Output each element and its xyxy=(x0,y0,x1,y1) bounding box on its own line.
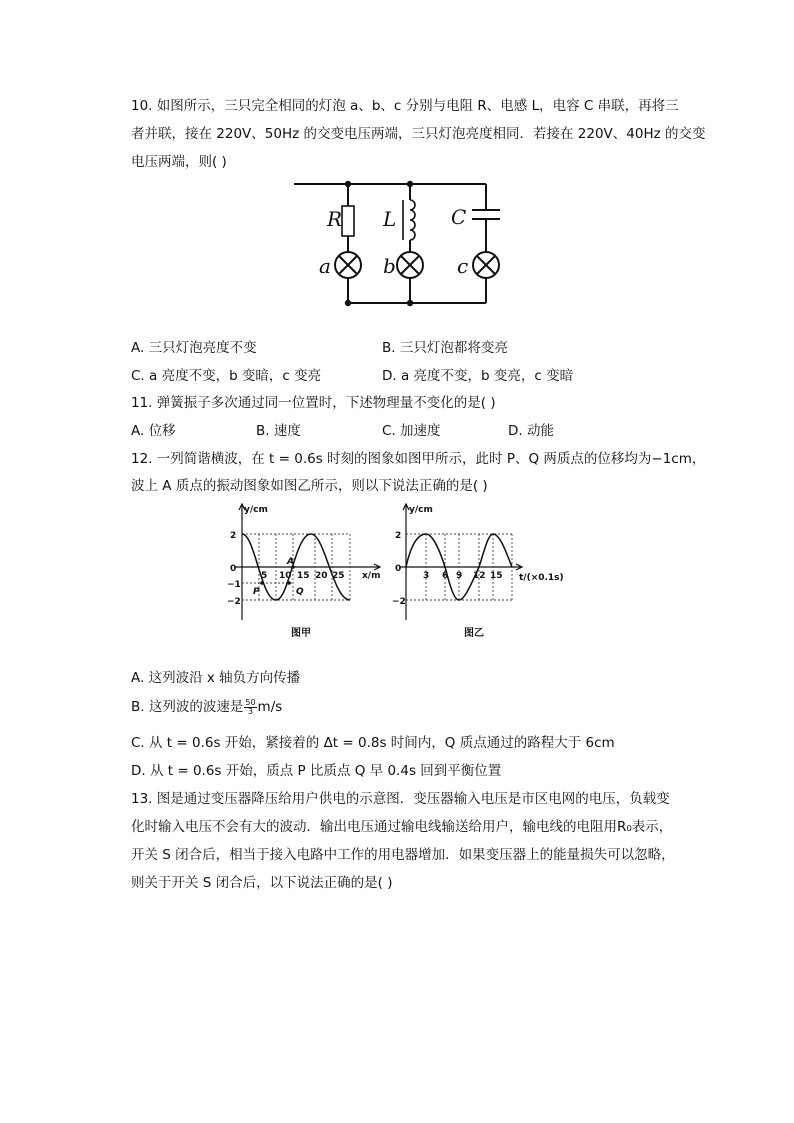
q12-option-d[interactable]: D. 从 t = 0.6s 开始，质点 P 比质点 Q 早 0.4s 回到平衡位置 xyxy=(131,763,502,779)
q13-stem-line-2: 化时输入电压不会有大的波动．输出电压通过输电线输送给用户，输电线的电阻用R₀表示， xyxy=(131,819,673,835)
q12-option-b-unit: m/s xyxy=(257,699,283,715)
left-ytick-neg2: −2 xyxy=(227,597,241,607)
q12-stem-line-2: 波上 A 质点的振动图象如图乙所示，则以下说法正确的是( ) xyxy=(131,478,488,494)
right-xtick-3: 3 xyxy=(423,571,430,581)
label-R: R xyxy=(327,207,343,231)
right-xtick-6: 6 xyxy=(442,571,449,581)
q10-option-d[interactable]: D. a 亮度不变，b 变亮，c 变暗 xyxy=(382,368,574,384)
q12-option-b-text: B. 这列波的波速是 xyxy=(131,699,244,715)
q13-stem-line-4: 则关于开关 S 闭合后，以下说法正确的是( ) xyxy=(131,875,393,891)
left-ylabel: y/cm xyxy=(244,505,268,515)
left-xtick-10: 10 xyxy=(279,571,292,581)
q10-stem-line-2: 者并联，接在 220V、50Hz 的交变电压两端，三只灯泡亮度相同．若接在 220V、40Hz 的交变 xyxy=(131,126,706,142)
q12-vibration-graph-right xyxy=(392,500,567,650)
label-C: C xyxy=(451,205,467,229)
q10-option-b[interactable]: B. 三只灯泡都将变亮 xyxy=(382,340,508,356)
left-xtick-25: 25 xyxy=(332,571,345,581)
left-ytick-0: 0 xyxy=(230,564,237,574)
left-ytick-neg1: −1 xyxy=(227,580,241,590)
q11-option-a[interactable]: A. 位移 xyxy=(131,423,176,439)
label-a: a xyxy=(319,254,331,278)
q11-option-b[interactable]: B. 速度 xyxy=(256,423,301,439)
right-xtick-15: 15 xyxy=(490,571,503,581)
left-caption: 图甲 xyxy=(291,628,311,639)
q11-option-d[interactable]: D. 动能 xyxy=(508,423,554,439)
label-c: c xyxy=(457,254,469,278)
right-ytick-neg2: −2 xyxy=(392,597,406,607)
left-xtick-20: 20 xyxy=(315,571,328,581)
q10-circuit-junctions xyxy=(290,178,490,308)
q10-stem-line-1: 10. 如图所示，三只完全相同的灯泡 a、b、c 分别与电阻 R、电感 L，电容 C 串联，再将三 xyxy=(131,98,679,114)
point-Q: Q xyxy=(296,587,304,597)
left-xlabel: x/m xyxy=(362,571,381,581)
right-ytick-2: 2 xyxy=(395,531,402,541)
q12-wave-graph-left xyxy=(225,500,385,650)
q13-stem-line-3: 开关 S 闭合后，相当于接入电路中工作的用电器增加．如果变压器上的能量损失可以忽略， xyxy=(131,847,675,863)
q13-stem-line-1: 13. 图是通过变压器降压给用户供电的示意图．变压器输入电压是市区电网的电压，负载变 xyxy=(131,791,670,807)
right-xtick-12: 12 xyxy=(473,571,486,581)
q12-option-b[interactable] xyxy=(131,697,282,717)
velocity-fraction xyxy=(244,699,256,716)
right-ytick-0: 0 xyxy=(395,564,402,574)
label-L: L xyxy=(383,207,397,231)
label-b: b xyxy=(383,254,396,278)
point-A: A xyxy=(287,557,294,567)
fraction-denominator: 3 xyxy=(247,706,253,716)
q10-option-a[interactable]: A. 三只灯泡亮度不变 xyxy=(131,340,257,356)
q11-option-c[interactable]: C. 加速度 xyxy=(382,423,441,439)
point-P: P xyxy=(253,587,260,597)
right-ylabel: y/cm xyxy=(409,505,433,515)
q12-option-a[interactable]: A. 这列波沿 x 轴负方向传播 xyxy=(131,670,301,686)
q10-option-c[interactable]: C. a 亮度不变，b 变暗，c 变亮 xyxy=(131,368,322,384)
left-xtick-15: 15 xyxy=(297,571,310,581)
right-xlabel: t/(×0.1s) xyxy=(519,573,564,583)
left-ytick-2: 2 xyxy=(230,531,237,541)
q12-option-c[interactable]: C. 从 t = 0.6s 开始，紧接着的 Δt = 0.8s 时间内，Q 质点通过的路程大于 6cm xyxy=(131,735,615,751)
q11-stem: 11. 弹簧振子多次通过同一位置时，下述物理量不变化的是( ) xyxy=(131,395,496,411)
right-xtick-9: 9 xyxy=(456,571,463,581)
q12-stem-line-1: 12. 一列简谐横波，在 t = 0.6s 时刻的图象如图甲所示，此时 P、Q 两质点的位移均为−1cm， xyxy=(131,451,706,467)
fraction-numerator: 50 xyxy=(245,697,256,707)
right-caption: 图乙 xyxy=(464,628,484,639)
left-xtick-5: 5 xyxy=(261,571,268,581)
q10-stem-line-3: 电压两端，则( ) xyxy=(131,154,227,170)
